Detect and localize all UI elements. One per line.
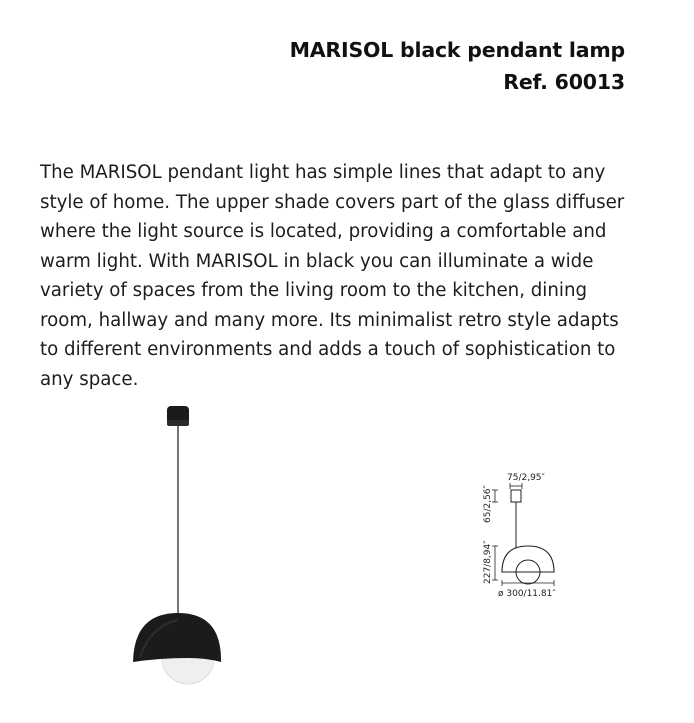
canopy-width-label: 75/2,95″	[507, 473, 545, 483]
product-image	[120, 400, 240, 700]
canopy	[167, 406, 189, 426]
diameter-label: ø 300/11.81″	[498, 589, 556, 599]
product-name: MARISOL black pendant lamp	[289, 38, 625, 62]
canopy-height-label: 65/2,56″	[483, 485, 493, 523]
product-reference: Ref. 60013	[503, 70, 625, 94]
shade-height-label: 227/8,94″	[483, 540, 493, 584]
dimension-diagram	[470, 468, 570, 600]
product-description: The MARISOL pendant light has simple lines that adapt to any style of home. The upper shade covers part of the glass diffuser where the light source is located, providing a comfortable and warm light. With MARISOL in black you can illuminate a wide variety of spaces from the living room to the kitchen, dining room, hallway and many more. Its minimalist retro style adapts to different environments and adds a touch of sophistication to any space.	[40, 162, 625, 390]
product-title-block	[290, 34, 625, 98]
